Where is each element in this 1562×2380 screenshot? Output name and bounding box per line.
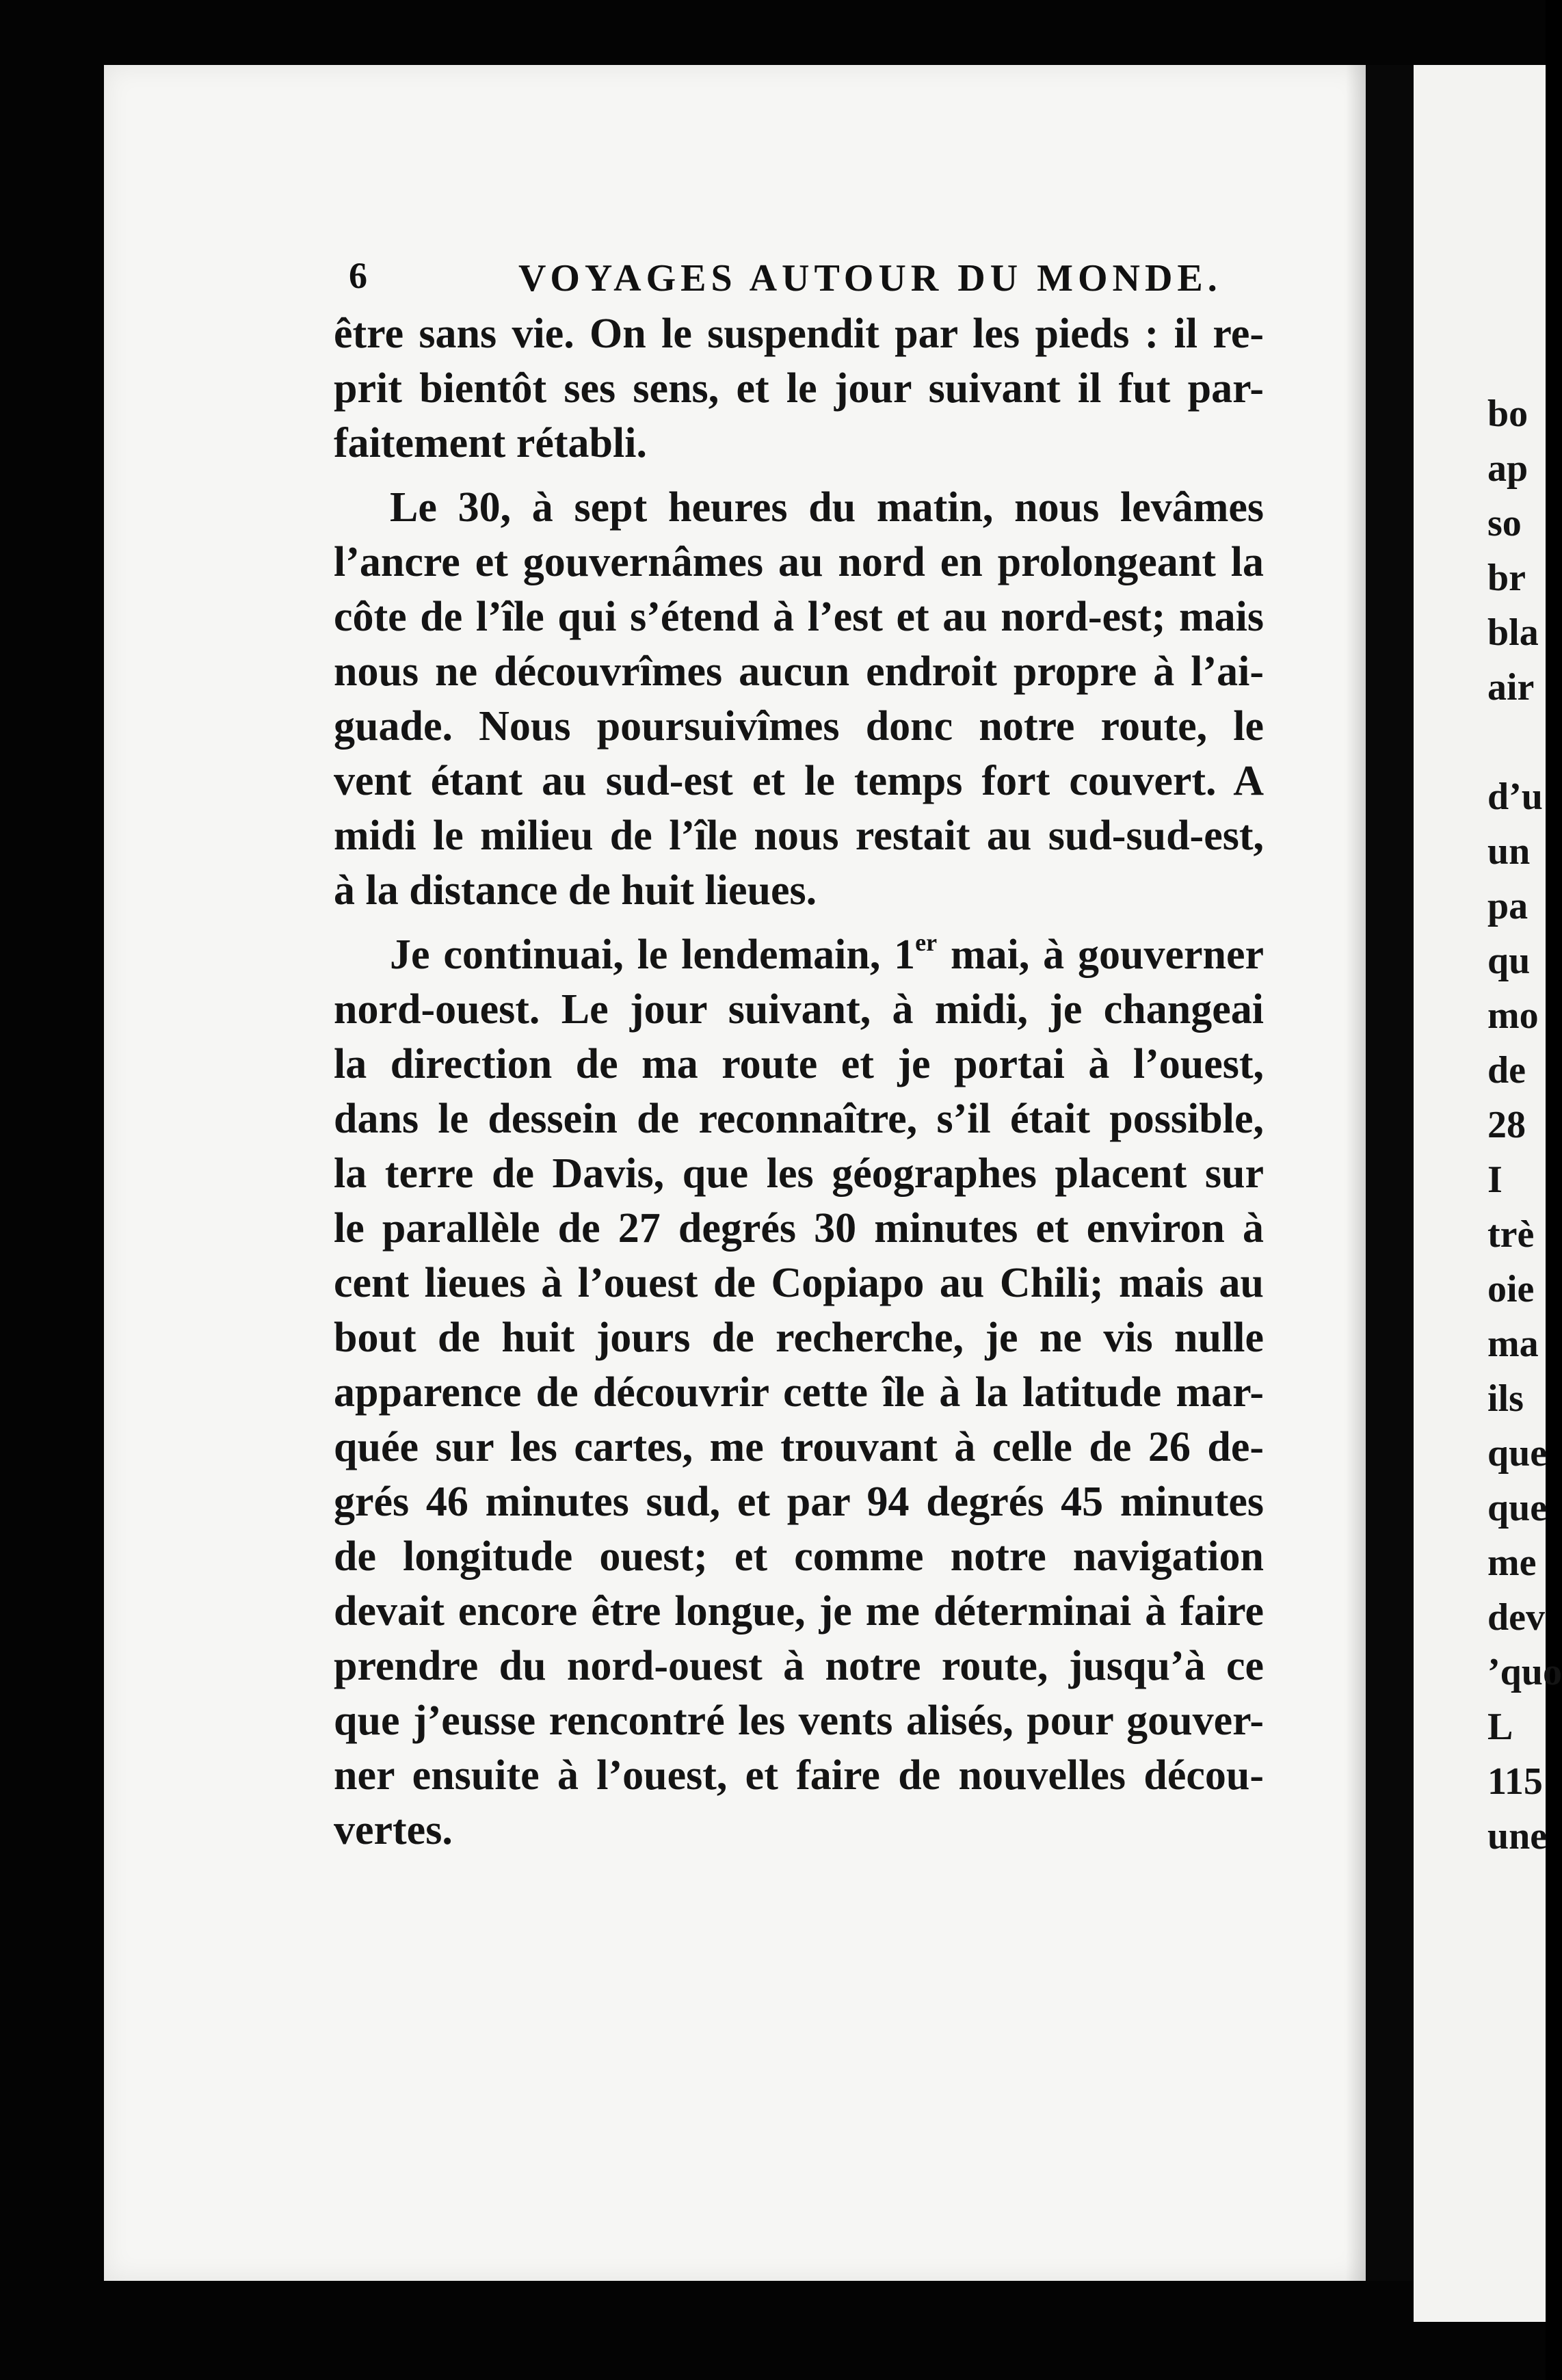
text-line: que j’eusse rencontré les vents alisés, pour gouver-: [334, 1697, 1264, 1744]
facing-page-fragment: ap: [1487, 447, 1528, 490]
facing-page-fragment: 115: [1487, 1760, 1543, 1803]
facing-page-fragment: pa: [1487, 885, 1528, 927]
text-line: faitement rétabli.: [334, 420, 647, 466]
paragraph-gap: [334, 471, 1264, 480]
text-line: bout de huit jours de recherche, je ne vis nulle: [334, 1314, 1264, 1361]
text-line: la terre de Davis, que les géographes placent sur: [334, 1150, 1264, 1197]
text-line: quée sur les cartes, me trouvant à celle de 26 de-: [334, 1424, 1264, 1470]
body-text: [334, 306, 1264, 1857]
text-line: de longitude ouest; et comme notre navigation: [334, 1533, 1264, 1580]
facing-page-fragment: de: [1487, 1049, 1526, 1092]
facing-page-fragment: un: [1487, 830, 1531, 873]
facing-page-fragment: I: [1487, 1159, 1503, 1201]
text-line: nous ne découvrîmes aucun endroit propre à l’ai-: [334, 648, 1264, 695]
facing-page-fragment: d’u: [1487, 776, 1543, 818]
text-line: à la distance de huit lieues.: [334, 867, 817, 914]
text-line: prendre du nord-ouest à notre route, jusqu’à ce: [334, 1643, 1264, 1689]
text-line: le parallèle de 27 degrés 30 minutes et environ à: [334, 1205, 1264, 1252]
text-line: cent lieues à l’ouest de Copiapo au Chili; mais au: [334, 1260, 1264, 1306]
text-line: nord-ouest. Le jour suivant, à midi, je changeai: [334, 986, 1264, 1033]
text-line: midi le milieu de l’île nous restait au sud-sud-est,: [334, 812, 1264, 859]
facing-page-fragment: que: [1487, 1487, 1548, 1529]
facing-page-fragment: air: [1487, 666, 1535, 709]
text-line: Le 30, à sept heures du matin, nous levâmes: [390, 484, 1264, 531]
facing-page-fragment: trè: [1487, 1213, 1535, 1256]
facing-page-fragment: mo: [1487, 994, 1539, 1037]
text-line: la direction de ma route et je portai à l’ouest,: [334, 1041, 1264, 1087]
facing-page-fragment: dev: [1487, 1596, 1545, 1639]
facing-page-fragment: une: [1487, 1815, 1548, 1857]
facing-page-fragment: br: [1487, 557, 1526, 599]
text-line: guade. Nous poursuivîmes donc notre route, le: [334, 703, 1264, 750]
facing-page-fragment: me: [1487, 1542, 1537, 1584]
book-gutter: [1366, 65, 1414, 2281]
facing-page-fragment: ils: [1487, 1377, 1524, 1420]
text-line: ner ensuite à l’ouest, et faire de nouvelles décou-: [334, 1752, 1264, 1799]
text-line: Je continuai, le lendemain, 1er mai, à gouverner: [390, 929, 1264, 978]
facing-page-fragment: ma: [1487, 1323, 1539, 1365]
facing-page-fragment: 28: [1487, 1104, 1526, 1146]
paragraph-gap: [334, 918, 1264, 927]
page-number: 6: [349, 255, 367, 296]
facing-page-fragment: ’quo: [1487, 1651, 1562, 1693]
facing-page-fragment: qu: [1487, 940, 1531, 982]
running-title: VOYAGES AUTOUR DU MONDE.: [518, 257, 1222, 300]
facing-page-text: [1487, 386, 1562, 1864]
text-line: vent étant au sud-est et le temps fort couvert. A: [334, 758, 1264, 804]
text-line: être sans vie. On le suspendit par les pieds : il re-: [334, 310, 1264, 357]
facing-page-fragment: que: [1487, 1432, 1548, 1475]
text-line: prit bientôt ses sens, et le jour suivant il fut par-: [334, 365, 1264, 412]
text-line: l’ancre et gouvernâmes au nord en prolongeant la: [334, 539, 1264, 585]
facing-page-fragment: bo: [1487, 393, 1528, 435]
text-line: dans le dessein de reconnaître, s’il était possible,: [334, 1096, 1264, 1142]
superscript: er: [915, 929, 938, 956]
facing-page-fragment: [1487, 715, 1546, 769]
text-line: côte de l’île qui s’étend à l’est et au nord-est; mais: [334, 594, 1264, 640]
facing-page-fragment: bla: [1487, 611, 1539, 654]
facing-page-fragment: L: [1487, 1706, 1513, 1748]
text-line: grés 46 minutes sud, et par 94 degrés 45 minutes: [334, 1479, 1264, 1525]
text-line: vertes.: [334, 1807, 453, 1853]
facing-page-fragment: oie: [1487, 1268, 1535, 1310]
text-line: devait encore être longue, je me déterminai à faire: [334, 1588, 1264, 1635]
facing-page-fragment: so: [1487, 502, 1522, 544]
text-line: apparence de découvrir cette île à la latitude mar-: [334, 1369, 1264, 1416]
